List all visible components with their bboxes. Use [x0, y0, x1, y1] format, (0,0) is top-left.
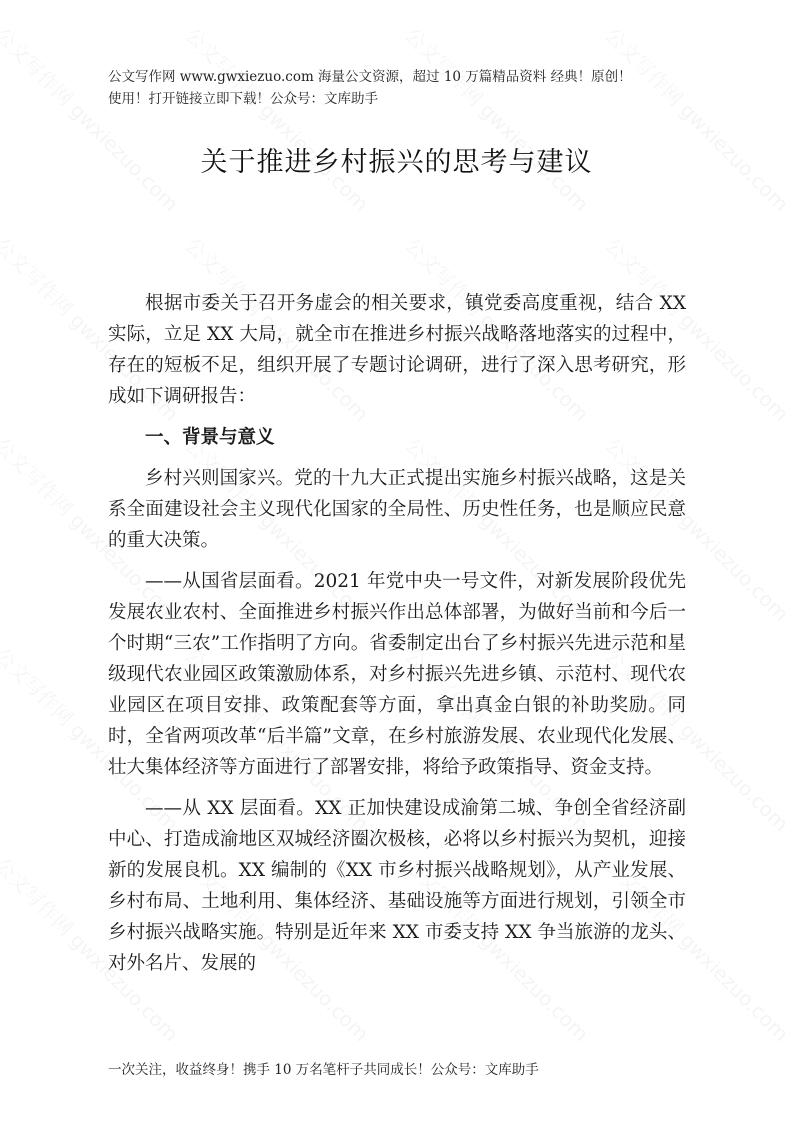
- watermark-text: [0, 20, 186, 217]
- document-body: [108, 288, 686, 989]
- body-paragraph-1: 乡村兴则国家兴。党的十九大正式提出实施乡村振兴战略，这是关系全面建设社会主义现代化国家的全局性、历史性任务，也是顺应民意的重大决策。: [108, 468, 686, 551]
- intro-paragraph: 根据市委关于召开务虚会的相关要求，镇党委高度重视，结合 XX 实际，立足 XX 大局，就全市在推进乡村振兴战略落地落实的过程中，存在的短板不足，组织开展了专题讨论调研，进行了深入思考研究，形成如下调研报告：: [108, 293, 686, 407]
- body-paragraph-3: ——从 XX 层面看。XX 正加快建设成渝第二城、争创全省经济副中心、打造成渝地区双城经济圈次极核，必将以乡村振兴为契机，迎接新的发展良机。XX 编制的《XX 市乡村振兴战略规划》，从产业发展、乡村布局、土地利用、集体经济、基础设施等方面进行规划，引领全市乡村振兴战略实施。特别是近年来 XX 市委支持 XX 争当旅游的龙头、对外名片、发展的: [108, 798, 686, 974]
- page-header: [108, 66, 698, 110]
- watermark-text: [179, 20, 376, 217]
- header-line-2: 使用！打开链接立即下载！公众号：文库助手: [108, 91, 378, 107]
- document-title: 关于推进乡村振兴的思考与建议: [200, 147, 593, 178]
- watermark-text: [599, 20, 793, 217]
- page-footer: 一次关注，收益终身！携手 10 万名笔杆子共同成长！公众号：文库助手: [108, 1062, 539, 1078]
- body-paragraph-2: ——从国省层面看。2021 年党中央一号文件，对新发展阶段优先发展农业农村、全面推进乡村振兴作出总体部署，为做好当前和今后一个时期“三农”工作指明了方向。省委制定出台了乡村振兴先进示范和星级现代农业园区政策激励体系，对乡村振兴先进乡镇、示范村、现代农业园区在项目安排、政策配套等方面，拿出真金白银的补助奖励。同时，全省两项改革“后半篇”文章，在乡村旅游发展、农业现代化发展、壮大集体经济等方面进行了部署安排，将给予政策指导、资金支持。: [108, 571, 686, 778]
- watermark-text: [399, 20, 596, 217]
- header-line-1: 公文写作网 www.gwxiezuo.com 海量公文资源，超过 10 万篇精品资料 经典！原创！: [108, 69, 632, 85]
- section-heading: 一、背景与意义: [145, 427, 275, 448]
